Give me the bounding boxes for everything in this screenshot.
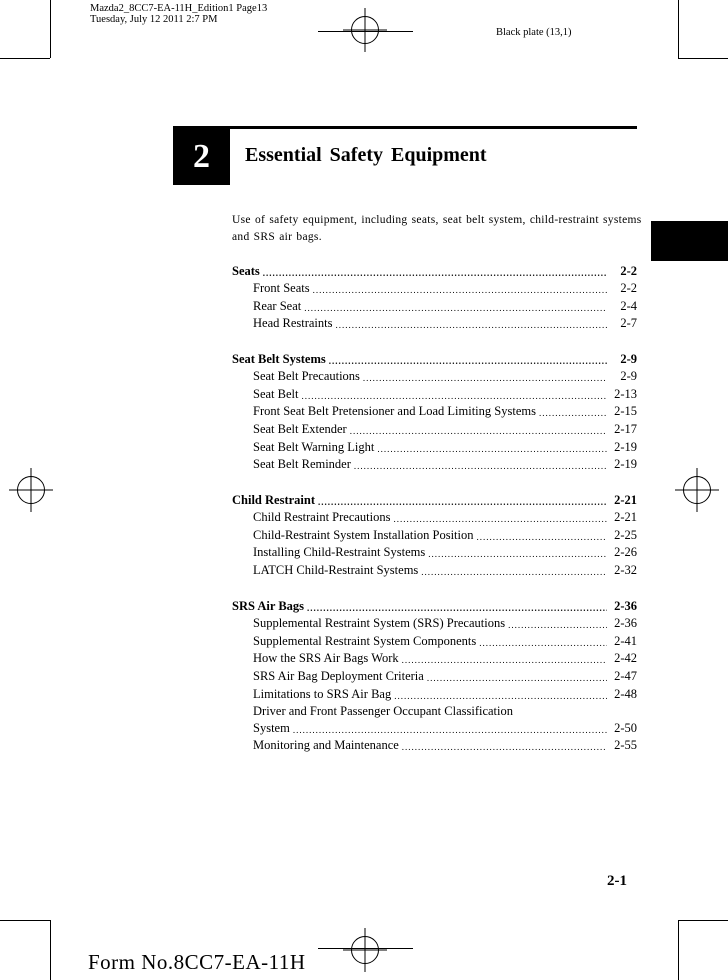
- dot-leader: [363, 371, 607, 385]
- dot-leader: [393, 512, 607, 526]
- print-datetime: Tuesday, July 12 2011 2:7 PM: [90, 14, 218, 25]
- toc-heading[interactable]: Seat Belt Systems ..... 2-9: [232, 350, 637, 368]
- toc-section-seats: [232, 262, 637, 332]
- toc-entry[interactable]: Driver and Front Passenger Occupant Classification System ..... 2-50: [232, 703, 637, 737]
- toc-entry[interactable]: Supplemental Restraint System Components ..... 2-41: [232, 632, 637, 650]
- dot-leader: [293, 723, 607, 737]
- crop-mark: [678, 920, 679, 980]
- toc-entry[interactable]: Seat Belt Reminder ..... 2-19: [232, 456, 637, 474]
- toc-entry[interactable]: Head Restraints ..... 2-7: [232, 315, 637, 333]
- chapter-title: Essential Safety Equipment: [245, 144, 487, 166]
- crop-mark: [0, 920, 50, 921]
- registration-mark-icon: [683, 476, 711, 504]
- dot-leader: [421, 565, 607, 579]
- dot-leader: [307, 601, 607, 615]
- registration-mark-icon: [351, 16, 379, 44]
- chapter-intro: Use of safety equipment, including seats, seat belt system, child-restraint systems and SRS air bags.: [232, 214, 642, 243]
- crop-mark: [0, 58, 50, 59]
- dot-leader: [428, 547, 607, 561]
- toc-entry[interactable]: Seat Belt Precautions ..... 2-9: [232, 368, 637, 386]
- crop-mark: [678, 920, 728, 921]
- dot-leader: [539, 406, 607, 420]
- chapter-number: 2: [173, 128, 230, 185]
- toc-entry[interactable]: How the SRS Air Bags Work ..... 2-42: [232, 650, 637, 668]
- toc-entry[interactable]: Seat Belt Warning Light ..... 2-19: [232, 438, 637, 456]
- toc-section-child-restraint: [232, 491, 637, 579]
- registration-mark-icon: [351, 936, 379, 964]
- toc-entry[interactable]: Seat Belt ..... 2-13: [232, 385, 637, 403]
- dot-leader: [479, 636, 607, 650]
- toc-entry[interactable]: Seat Belt Extender ..... 2-17: [232, 420, 637, 438]
- dot-leader: [508, 618, 607, 632]
- dot-leader: [354, 459, 607, 473]
- toc-entry[interactable]: Supplemental Restraint System (SRS) Precautions ..... 2-36: [232, 615, 637, 633]
- dot-leader: [313, 283, 607, 297]
- crop-mark: [678, 58, 728, 59]
- crop-mark: [50, 0, 51, 58]
- dot-leader: [377, 442, 607, 456]
- registration-mark-icon: [17, 476, 45, 504]
- toc-entry[interactable]: Child-Restraint System Installation Position ..... 2-25: [232, 526, 637, 544]
- dot-leader: [402, 653, 607, 667]
- toc-entry[interactable]: Child Restraint Precautions ..... 2-21: [232, 509, 637, 527]
- toc-heading[interactable]: SRS Air Bags ..... 2-36: [232, 597, 637, 615]
- toc-entry[interactable]: LATCH Child-Restraint Systems ..... 2-32: [232, 561, 637, 579]
- toc-entry[interactable]: Rear Seat ..... 2-4: [232, 297, 637, 315]
- dot-leader: [301, 389, 607, 403]
- plate-label: Black plate (13,1): [496, 27, 572, 38]
- dot-leader: [427, 671, 607, 685]
- dot-leader: [350, 424, 607, 438]
- toc-section-seat-belt-systems: [232, 350, 637, 473]
- page-number: 2-1: [607, 873, 627, 889]
- dot-leader: [304, 301, 607, 315]
- toc-heading[interactable]: Seats ..... 2-2: [232, 262, 637, 280]
- heading-rule: [173, 126, 637, 129]
- dot-leader: [336, 318, 608, 332]
- toc-entry[interactable]: Installing Child-Restraint Systems ..... 2-26: [232, 544, 637, 562]
- dot-leader: [402, 740, 607, 754]
- crop-mark: [50, 920, 51, 980]
- toc-entry[interactable]: Front Seat Belt Pretensioner and Load Limiting Systems ..... 2-15: [232, 403, 637, 421]
- toc-entry[interactable]: Limitations to SRS Air Bag ..... 2-48: [232, 685, 637, 703]
- crop-mark: [678, 0, 679, 58]
- toc-section-srs-air-bags: [232, 597, 637, 754]
- toc-entry[interactable]: Front Seats ..... 2-2: [232, 280, 637, 298]
- toc-entry[interactable]: Monitoring and Maintenance ..... 2-55: [232, 737, 637, 755]
- print-file-label: Mazda2_8CC7-EA-11H_Edition1 Page13: [90, 3, 268, 14]
- toc-heading[interactable]: Child Restraint ..... 2-21: [232, 491, 637, 509]
- dot-leader: [329, 354, 607, 368]
- toc-entry[interactable]: SRS Air Bag Deployment Criteria ..... 2-47: [232, 667, 637, 685]
- form-number: Form No.8CC7-EA-11H: [88, 950, 306, 974]
- section-thumb-tab: [651, 221, 728, 261]
- dot-leader: [263, 266, 607, 280]
- dot-leader: [394, 689, 607, 703]
- dot-leader: [318, 495, 607, 509]
- dot-leader: [476, 530, 607, 544]
